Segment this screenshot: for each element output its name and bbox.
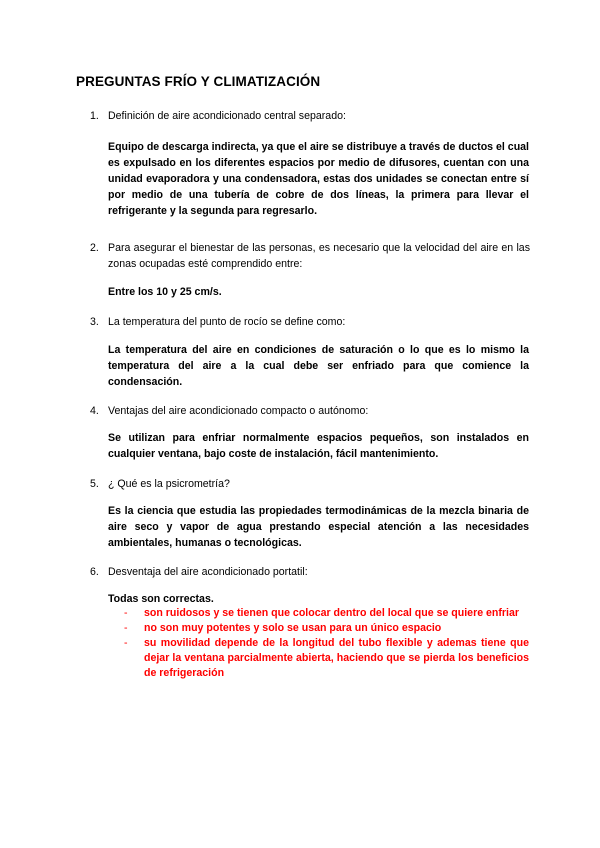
bullet-text: son ruidosos y se tienen que colocar dentro del local que se quiere enfriar <box>144 607 520 619</box>
question-number: 3. <box>90 316 99 328</box>
answer-3: La temperatura del aire en condiciones de saturación o lo que es lo mismo la temperatura del aire a la cual debe ser enfriado para que comience la condensación. <box>108 344 529 388</box>
bullet-marker: - <box>124 622 128 634</box>
question-text: Para asegurar el bienestar de las personas, es necesario que la velocidad del aire en las zonas ocupadas esté comprendido entre: <box>108 242 530 270</box>
bullet-item <box>124 621 529 636</box>
answer-4: Se utilizan para enfriar normalmente espacios pequeños, son instalados en cualquier ventana, bajo coste de instalación, fácil mantenimiento. <box>108 432 529 460</box>
question-3 <box>90 314 530 330</box>
document-title: PREGUNTAS FRÍO Y CLIMATIZACIÓN <box>76 74 321 89</box>
question-text: La temperatura del punto de rocío se define como: <box>108 316 346 328</box>
question-text: Desventaja del aire acondicionado portatil: <box>108 566 308 578</box>
question-6 <box>90 564 530 580</box>
answer-6-bullet-list <box>124 606 529 681</box>
answer-2: Entre los 10 y 25 cm/s. <box>108 286 222 298</box>
question-text: Definición de aire acondicionado central separado: <box>108 110 346 122</box>
question-5 <box>90 476 530 492</box>
bullet-marker: - <box>124 637 128 649</box>
question-number: 2. <box>90 242 99 254</box>
answer-6-lead: Todas son correctas. <box>108 593 214 605</box>
question-number: 6. <box>90 566 99 578</box>
bullet-item <box>124 636 529 681</box>
question-number: 4. <box>90 405 99 417</box>
question-4 <box>90 403 530 419</box>
bullet-text: no son muy potentes y solo se usan para un único espacio <box>144 622 442 634</box>
question-2 <box>90 240 530 272</box>
bullet-text: su movilidad depende de la longitud del tubo flexible y ademas tiene que dejar la ventana parcialmente abierta, haciendo que se pierda los beneficios de refrigeración <box>144 637 529 679</box>
question-number: 1. <box>90 110 99 122</box>
bullet-marker: - <box>124 607 128 619</box>
question-text: Ventajas del aire acondicionado compacto o autónomo: <box>108 405 369 417</box>
bullet-item <box>124 606 529 621</box>
answer-1: Equipo de descarga indirecta, ya que el aire se distribuye a través de ductos el cual es expulsado en los diferentes espacios por medio de difusores, cuentan con una unidad evaporadora y una condensadora, estas dos unidades se conectan entre sí por medio de una tubería de cobre de dos líneas, la primera para llevar el refrigerante y la segunda para regresarlo. <box>108 141 529 217</box>
question-number: 5. <box>90 478 99 490</box>
answer-5: Es la ciencia que estudia las propiedades termodinámicas de la mezcla binaria de aire seco y vapor de agua prestando especial atención a las necesidades ambientales, humanas o tecnológicas. <box>108 505 529 549</box>
question-text: ¿ Qué es la psicrometría? <box>108 478 230 490</box>
question-1 <box>90 108 530 124</box>
